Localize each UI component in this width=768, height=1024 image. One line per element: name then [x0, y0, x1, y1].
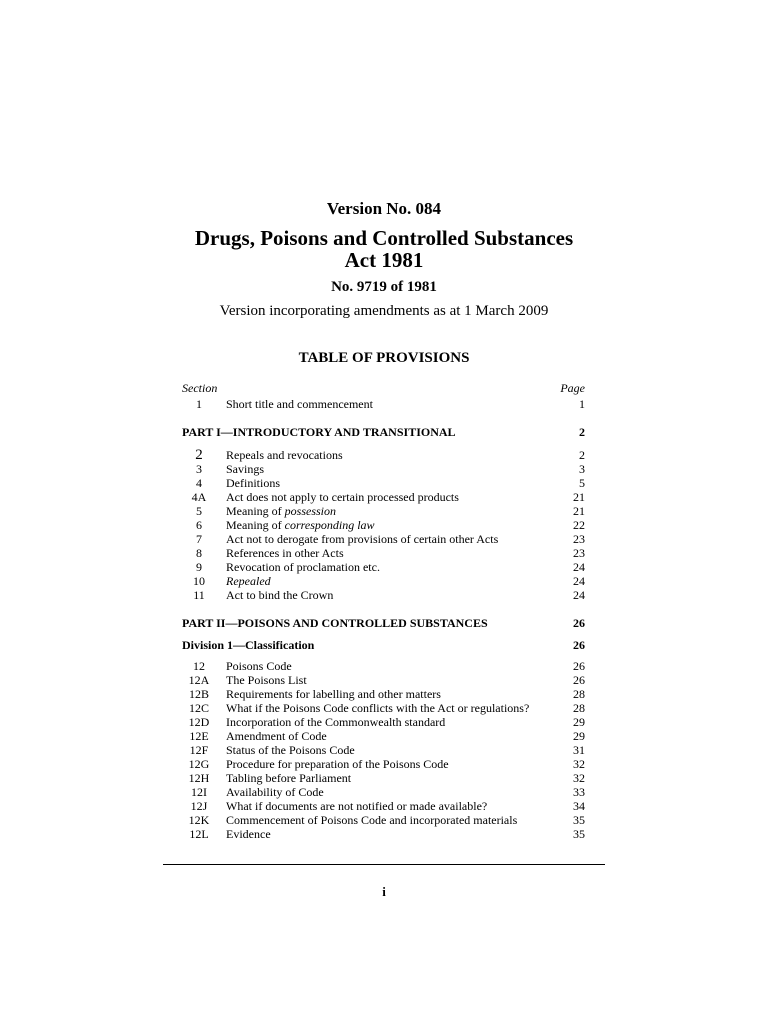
page-number: 23	[573, 546, 585, 560]
section-title: Act not to derogate from provisions of certain other Acts	[226, 532, 499, 546]
page-column-header: Page	[560, 381, 585, 395]
section-number: 4A	[191, 490, 207, 504]
section-number: 7	[196, 532, 202, 546]
section-title: References in other Acts	[226, 546, 344, 560]
section-title-text: Meaning of	[226, 518, 282, 532]
section-title: Short title and commencement	[226, 397, 373, 411]
section-number: 12C	[188, 701, 209, 715]
page-number: 35	[573, 827, 585, 841]
section-title: What if the Poisons Code conflicts with the Act or regulations?	[226, 701, 530, 715]
section-number: 12H	[188, 771, 210, 785]
section-title: Tabling before Parliament	[226, 771, 352, 785]
section-title: Savings	[226, 462, 265, 476]
page-number: 24	[573, 574, 585, 588]
section-number: 12D	[188, 715, 210, 729]
page-number: 24	[573, 588, 585, 602]
section-number: 12I	[191, 785, 207, 799]
division-title: Division 1—Classification	[182, 638, 315, 652]
section-number: 8	[196, 546, 202, 560]
section-title: Definitions	[226, 476, 280, 490]
footer-page-number: i	[382, 884, 386, 899]
section-title: Revocation of proclamation etc.	[226, 560, 380, 574]
section-title-text: Meaning of	[226, 504, 282, 518]
page-number: 34	[573, 799, 585, 813]
section-number: 12F	[189, 743, 209, 757]
section-title: Act does not apply to certain processed products	[226, 490, 459, 504]
section-number: 9	[196, 560, 202, 574]
section-title: Evidence	[226, 827, 271, 841]
section-title: Commencement of Poisons Code and incorporated materials	[226, 813, 518, 827]
act-number: No. 9719 of 1981	[331, 279, 437, 295]
section-number: 12G	[188, 757, 210, 771]
page-number: 3	[579, 462, 585, 476]
page-number: 22	[573, 518, 585, 532]
section-title-italic: corresponding law	[284, 518, 375, 532]
page-number: 2	[579, 448, 585, 462]
page-number: 1	[579, 397, 585, 411]
section-number: 12L	[189, 827, 209, 841]
page-number: 31	[573, 743, 585, 757]
section-title: Procedure for preparation of the Poisons Code	[226, 757, 449, 771]
page-number: 28	[573, 701, 585, 715]
page-number: 29	[573, 715, 585, 729]
section-title: Status of the Poisons Code	[226, 743, 355, 757]
page-number: 35	[573, 813, 585, 827]
footer-rule	[163, 864, 605, 865]
page-number: 26	[573, 659, 585, 673]
section-number: 11	[193, 588, 205, 602]
section-number: 12A	[188, 673, 210, 687]
section-title: Act to bind the Crown	[226, 588, 334, 602]
section-title: Repeals and revocations	[226, 448, 343, 462]
incorporating-note: Version incorporating amendments as at 1 March 2009	[219, 303, 549, 319]
page-number: 2	[579, 425, 585, 439]
section-title: The Poisons List	[226, 673, 307, 687]
section-number: 12E	[189, 729, 209, 743]
part-title: PART I—INTRODUCTORY AND TRANSITIONAL	[182, 425, 456, 439]
page-number: 28	[573, 687, 585, 701]
section-title	[226, 574, 271, 588]
page-number: 26	[573, 673, 585, 687]
section-title: Availability of Code	[226, 785, 324, 799]
section-title	[226, 504, 336, 518]
section-number: 5	[196, 504, 202, 518]
section-title: Poisons Code	[226, 659, 292, 673]
section-number: 6	[196, 518, 202, 532]
section-column-header: Section	[182, 381, 218, 395]
section-number: 2	[195, 447, 203, 463]
section-title-italic: possession	[284, 504, 336, 518]
page-number: 26	[573, 638, 585, 652]
part-title: PART II—POISONS AND CONTROLLED SUBSTANCES	[182, 616, 488, 630]
section-title: Amendment of Code	[226, 729, 327, 743]
section-title	[226, 518, 375, 532]
page-number: 5	[579, 476, 585, 490]
section-number: 1	[196, 397, 202, 411]
page-number: 32	[573, 757, 585, 771]
section-number: 12	[193, 659, 205, 673]
page-number: 21	[573, 504, 585, 518]
act-title-line-2: Act 1981	[344, 248, 424, 272]
page-number: 29	[573, 729, 585, 743]
version-number: Version No. 084	[326, 199, 442, 218]
section-title: Requirements for labelling and other matters	[226, 687, 441, 701]
act-title-line-1: Drugs, Poisons and Controlled Substances	[194, 226, 574, 250]
section-title: Incorporation of the Commonwealth standard	[226, 715, 446, 729]
section-number: 12K	[188, 813, 210, 827]
section-number: 10	[193, 574, 205, 588]
section-number: 12B	[188, 687, 209, 701]
section-number: 12J	[190, 799, 208, 813]
page-number: 33	[573, 785, 585, 799]
toc-heading: TABLE OF PROVISIONS	[298, 350, 470, 366]
page-number: 21	[573, 490, 585, 504]
section-number: 3	[196, 462, 202, 476]
act-title	[0, 227, 768, 271]
page-number: 23	[573, 532, 585, 546]
page-number: 26	[573, 616, 585, 630]
section-title-italic: Repealed	[226, 574, 271, 588]
page-number: 24	[573, 560, 585, 574]
section-number: 4	[196, 476, 202, 490]
page-number: 32	[573, 771, 585, 785]
section-title: What if documents are not notified or made available?	[226, 799, 488, 813]
